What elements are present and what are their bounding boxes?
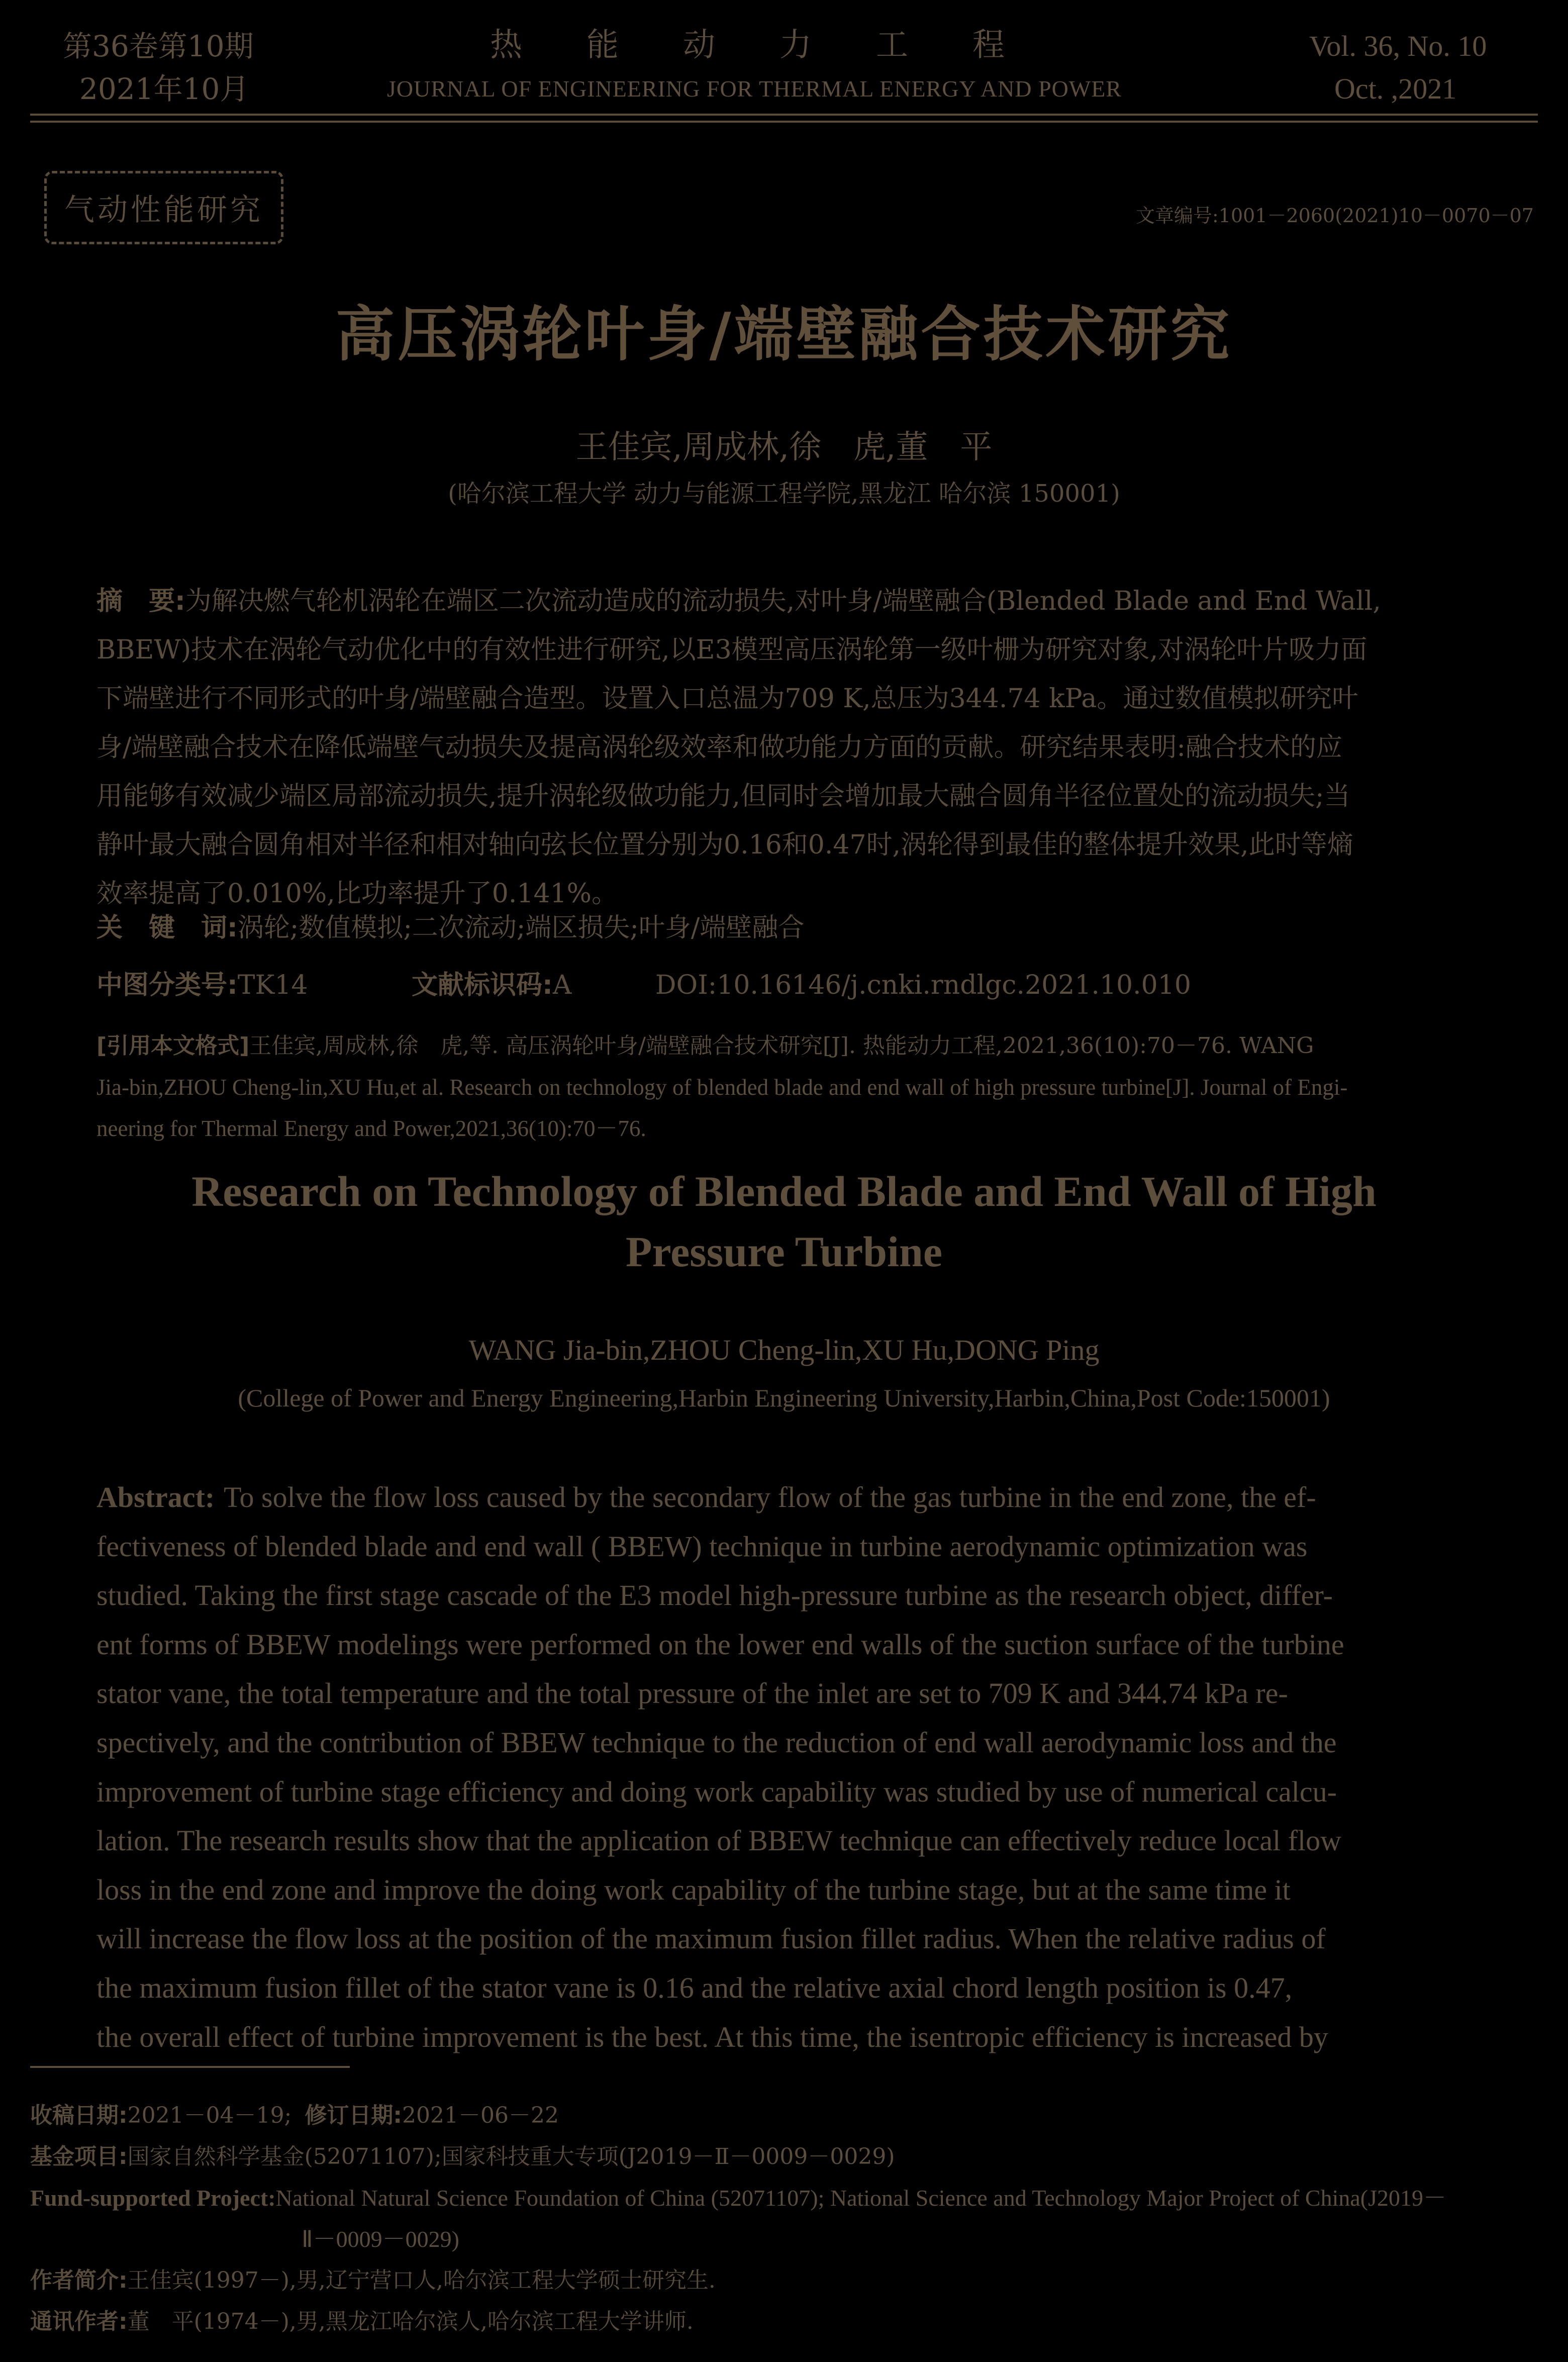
abstract-en-line: the maximum fusion fillet of the stator vane is 0.16 and the relative axial chord length position is 0.47, [96,1971,1293,2004]
footnote-rule [30,2066,350,2068]
abstract-en-line: the overall effect of turbine improvement is the best. At this time, the isentropic efficiency is increased by [96,2020,1328,2053]
title-en-line-1: Research on Technology of Blended Blade and End Wall of High [191,1167,1377,1215]
citation [96,1025,1472,1149]
citation-line: Jia-bin,ZHOU Cheng-lin,XU Hu,et al. Research on technology of blended blade and end wall of high pressure turbine[J]. Journal of Engi- [96,1075,1348,1100]
abstract-en-line: loss in the end zone and improve the doing work capability of the turbine stage, but at the same time it [96,1873,1291,1906]
abstract-cn-line: 身/端壁融合技术在降低端壁气动损失及提高涡轮级效率和做功能力方面的贡献。研究结果表明:融合技术的应 [96,732,1343,763]
abstract-en-line: will increase the flow loss at the position of the maximum fusion fillet radius. When the relative radius of [96,1922,1326,1955]
doc-code-value: A [552,970,572,1000]
classification-line [96,961,1191,1010]
keywords-cn [96,904,804,953]
footnote-author: 作者简介:王佳宾(1997－),男,辽宁营口人,哈尔滨工程大学硕士研究生. [30,2267,716,2293]
header-volume-en: Vol. 36, No. 10 [1309,30,1487,62]
abstract-cn [96,577,1472,918]
abstract-cn-line: 效率提高了0.010%,比功率提升了0.141%。 [96,879,618,909]
footnote-fund-en-cont: Ⅱ－0009－0029) [302,2226,459,2252]
abstract-en-line: ent forms of BBEW modelings were performed on the lower end walls of the suction surface of the turbine [96,1628,1344,1661]
header-date-en: Oct. ,2021 [1334,72,1457,105]
citation-line: [引用本文格式]王佳宾,周成林,徐 虎,等. 高压涡轮叶身/端壁融合技术研究[J]. 热能动力工程,2021,36(10):70－76. WANG [96,1033,1314,1059]
affiliation-cn: (哈尔滨工程大学 动力与能源工程学院,黑龙江 哈尔滨 150001) [448,480,1120,508]
section-tag: 气动性能研究 [44,171,283,244]
doc-code-label: 文献标识码: [412,970,553,1000]
title-cn: 高压涡轮叶身/端壁融合技术研究 [335,300,1233,369]
footnote-fund: 基金项目:国家自然科学基金(52071107);国家科技重大专项(J2019－Ⅱ－0009－0029) [30,2144,895,2169]
abstract-cn-line: 下端壁进行不同形式的叶身/端壁融合造型。设置入口总温为709 K,总压为344.74 kPa。通过数值模拟研究叶 [96,684,1358,714]
abstract-cn-line: 静叶最大融合圆角相对半径和相对轴向弦长位置分别为0.16和0.47时,涡轮得到最佳的整体提升效果,此时等熵 [96,830,1353,860]
keywords-cn-text: 涡轮;数值模拟;二次流动;端区损失;叶身/端壁融合 [237,913,805,943]
header-date-cn: 2021年10月 [79,72,249,106]
footnote-dates: 收稿日期:2021－04－19; 修订日期:2021－06－22 [30,2103,559,2128]
abstract-en-line: spectively, and the contribution of BBEW technique to the reduction of end wall aerodynamic loss and the [96,1726,1337,1759]
authors-cn: 王佳宾,周成林,徐 虎,董 平 [575,429,993,466]
header-volume-cn: 第36卷第10期 [63,29,254,63]
abstract-en-line: improvement of turbine stage efficiency and doing work capability was studied by use of numerical calcu- [96,1775,1337,1808]
abstract-en-line: studied. Taking the first stage cascade of the E3 model high-pressure turbine as the research object, differ- [96,1579,1333,1612]
article-number: 文章编号:1001－2060(2021)10－0070－07 [1136,205,1534,227]
footnote-corresponding: 通讯作者:董 平(1974－),男,黑龙江哈尔滨人,哈尔滨工程大学讲师. [30,2309,694,2334]
header-journal-cn: 热 能 动 力 工 程 [490,27,1005,64]
affiliation-en: (College of Power and Energy Engineering,Harbin Engineering University,Harbin,China,Post Code:150001) [238,1384,1330,1412]
header-rule-top [30,114,1538,116]
abstract-en-line: stator vane, the total temperature and the total pressure of the inlet are set to 709 K and 344.74 kPa re- [96,1677,1288,1710]
citation-line: neering for Thermal Energy and Power,2021,36(10):70－76. [96,1116,646,1141]
abstract-cn-label: 摘 要: [96,586,185,616]
abstract-cn-line: 摘 要:为解决燃气轮机涡轮在端区二次流动造成的流动损失,对叶身/端壁融合(Blended Blade and End Wall, [96,586,1381,616]
footnotes [30,2095,1538,2342]
abstract-en-line: fectiveness of blended blade and end wall ( BBEW) technique in turbine aerodynamic optimization was [96,1530,1308,1563]
abstract-en-label: Abstract: [96,1481,215,1514]
clc-label: 中图分类号: [96,970,238,1000]
clc-value: TK14 [237,970,308,1000]
title-en-line-2: Pressure Turbine [625,1227,942,1276]
abstract-en-line: Abstract: To solve the flow loss caused by the secondary flow of the gas turbine in the end zone, the ef- [96,1481,1316,1514]
header-rule-bottom [30,121,1538,123]
doi: DOI:10.16146/j.cnki.rndlgc.2021.10.010 [655,970,1191,1000]
header-journal-en: JOURNAL OF ENGINEERING FOR THERMAL ENERGY AND POWER [387,76,1122,102]
abstract-en [96,1473,1472,2061]
abstract-cn-line: BBEW)技术在涡轮气动优化中的有效性进行研究,以E3模型高压涡轮第一级叶栅为研究对象,对涡轮叶片吸力面 [96,635,1367,665]
keywords-cn-label: 关 键 词: [96,913,238,943]
authors-en: WANG Jia-bin,ZHOU Cheng-lin,XU Hu,DONG Ping [468,1334,1100,1366]
abstract-en-line: lation. The research results show that the application of BBEW technique can effectively reduce local flow [96,1824,1342,1857]
footnote-fund-en: Fund-supported Project:National Natural Science Foundation of China (52071107); National Science and Technology Major Project of China(J2019－ [30,2185,1446,2211]
citation-label: [引用本文格式] [96,1033,250,1059]
abstract-cn-line: 用能够有效减少端区局部流动损失,提升涡轮级做功能力,但同时会增加最大融合圆角半径位置处的流动损失;当 [96,781,1350,811]
